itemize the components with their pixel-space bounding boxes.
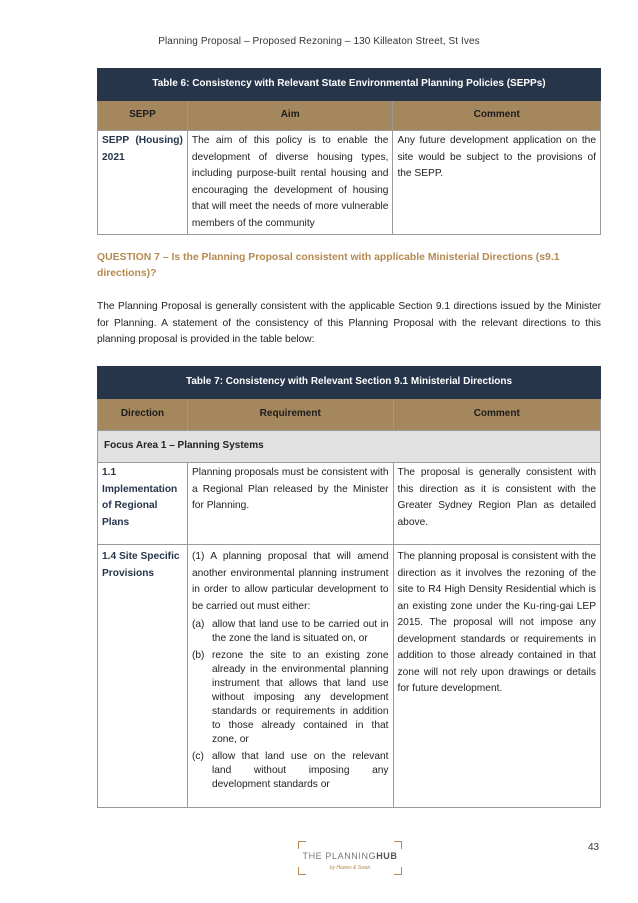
logo-tagline: by Hawes & Swan [329, 865, 371, 871]
list-item [192, 750, 389, 792]
sepp-comment: Any future development application on the site would be subject to the provisions of the SEPP. [393, 131, 601, 235]
ministerial-directions-table [97, 366, 601, 808]
logo-wordmark: THE PLANNINGHUB [302, 851, 398, 861]
table-row [98, 463, 601, 545]
direction-1-1-label: 1.1 Implementation of Regional Plans [102, 467, 178, 528]
table6-header-comment: Comment [393, 101, 601, 131]
planning-hub-logo [298, 841, 402, 875]
focus-area-heading: Focus Area 1 – Planning Systems [98, 431, 601, 463]
direction-1-1 [98, 463, 188, 545]
page-header: Planning Proposal – Proposed Rezoning – 130 Killeaton Street, St Ives [158, 36, 480, 47]
list-item [192, 618, 389, 646]
direction-1-1-requirement: Planning proposals must be consistent with a Regional Plan released by the Minister for Planning. [187, 463, 393, 545]
list-marker: (a) [191, 619, 205, 630]
table-row [98, 131, 601, 235]
table7-header-requirement: Requirement [187, 399, 393, 431]
table7-header-comment: Comment [393, 399, 600, 431]
sepp-aim: The aim of this policy is to enable the development of diverse housing types, including purpose-built rental housing and encouraging the development of housing that will meet the needs of more vulnerable members of the community [187, 131, 393, 235]
direction-1-4-requirement [187, 545, 393, 808]
sepp-consistency-table [97, 68, 601, 235]
list-text: rezone the site to an existing zone already in the environmental planning instrument that allows that land use without imposing any development standards or requirements in addition to those already contained in that zone, or [211, 650, 389, 745]
sepp-name: SEPP (Housing) 2021 [98, 131, 188, 235]
table6-header-aim: Aim [187, 101, 393, 131]
list-text: allow that land use to be carried out in the zone the land is situated on, or [211, 619, 389, 644]
direction-1-4: 1.4 Site Specific Provisions [98, 545, 188, 808]
body-paragraph: The Planning Proposal is generally consistent with the applicable Section 9.1 directions issued by the Minister for Planning. A statement of the consistency of this Planning Proposal with the relevant directions to this planning proposal is provided in the table below: [97, 301, 601, 346]
table6-title: Table 6: Consistency with Relevant State Environmental Planning Policies (SEPPs) [98, 69, 601, 101]
list-text: allow that land use on the relevant land without imposing any development standards or [211, 751, 389, 790]
direction-1-1-comment: The proposal is generally consistent with this direction as it is consistent with the Greater Sydney Region Plan as detailed above. [393, 463, 600, 545]
requirement-intro: (1) A planning proposal that will amend another environmental planning instrument in order to allow particular development to be carried out must either: [191, 551, 389, 612]
list-item [192, 649, 389, 747]
table-row [98, 545, 601, 808]
direction-1-4-comment: The planning proposal is consistent with the direction as it involves the rezoning of the site to R4 High Density Residential which is an existing zone under the Ku-ring-gai LEP 2015. The proposal will not impose any development standards or requirements in addition to those already contained in that zone will not rely upon drawings or details for future development. [393, 545, 600, 808]
list-marker: (b) [191, 650, 205, 661]
table7-title: Table 7: Consistency with Relevant Section 9.1 Ministerial Directions [98, 367, 601, 399]
page-number: 43 [588, 842, 600, 853]
table7-header-direction: Direction [98, 399, 188, 431]
list-marker: (c) [191, 751, 204, 762]
table6-header-sepp: SEPP [98, 101, 188, 131]
question-heading: QUESTION 7 – Is the Planning Proposal consistent with applicable Ministerial Directions (s9.1 directions)? [97, 252, 560, 279]
